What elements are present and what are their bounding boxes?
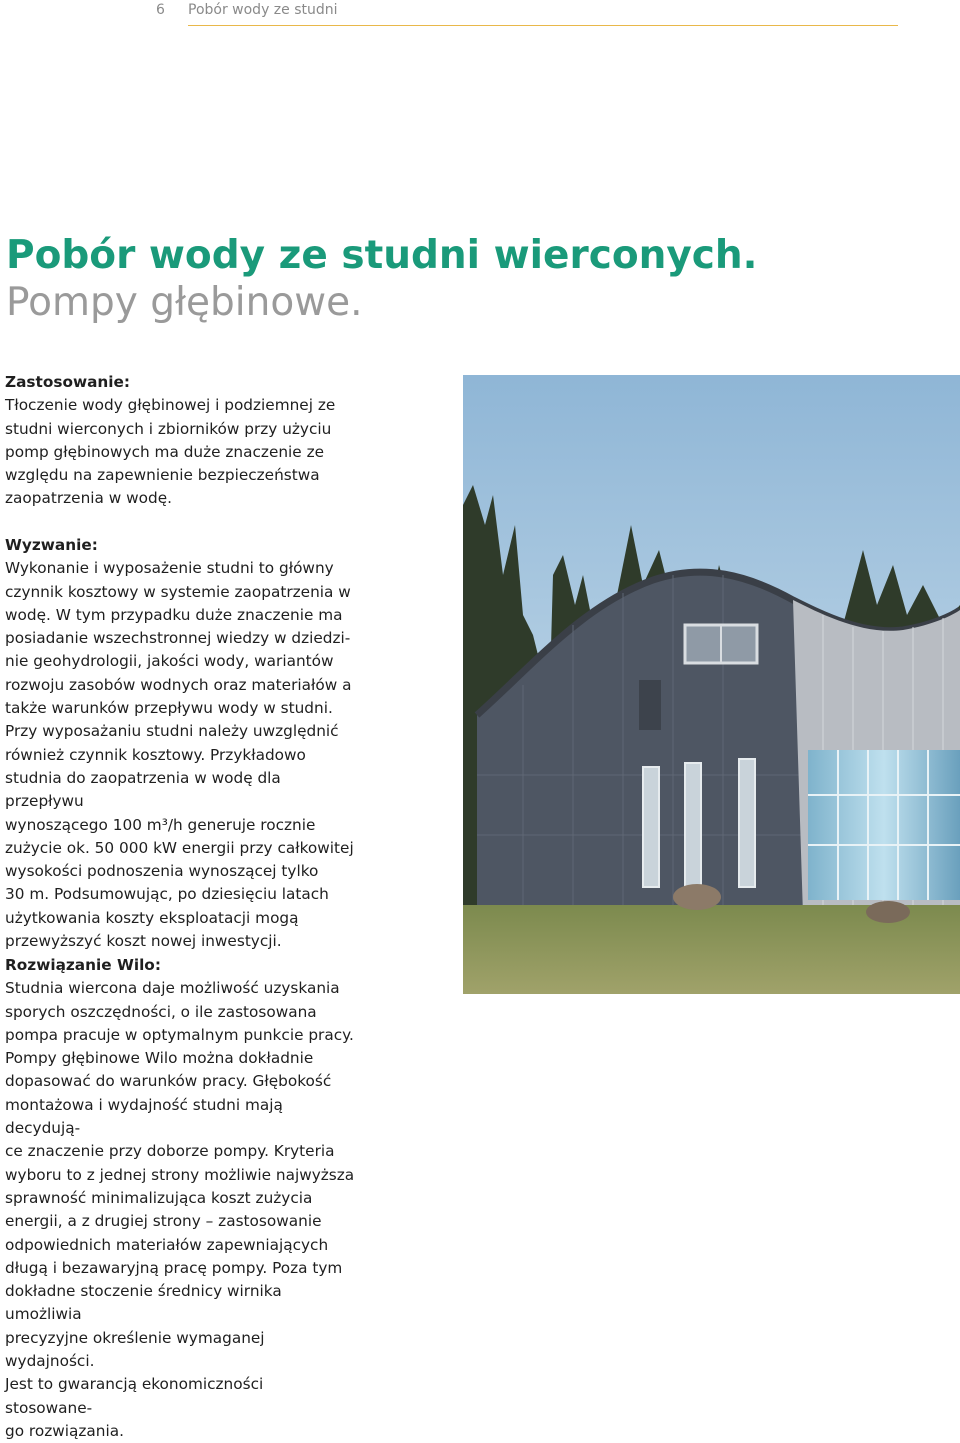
page-header	[0, 0, 960, 30]
building-photo	[463, 375, 960, 994]
section-body: Studnia wiercona daje możliwość uzyskania sporych oszczędności, o ile zastosowana pompa pracuje w optymalnym punkcie pracy. Pompy głębinowe Wilo można dokładnie dopasować do warunków pracy. Głębokość montażowa i wydajność studni mają decydują- ce znaczenie przy doborze pompy. Kryteria wyboru to z jednej strony możliwie najwyższa sprawność minimalizująca koszt zużycia energii, a z drugiej strony – zastosowanie odpowiednich materiałów zapewniających długą i bezawaryjną pracę pompy. Poza tym dokładne stoczenie średnicy wirnika umożliwia precyzyjne określenie wymaganej wydajności. Jest to gwarancją ekonomiczności stosowane- go rozwiązania.	[5, 979, 355, 1440]
glass-wall	[808, 750, 960, 900]
rock	[673, 884, 721, 910]
section-body: Wykonanie i wyposażenie studni to główny czynnik kosztowy w systemie zaopatrzenia w wodę. W tym przypadku duże znaczenie ma posiadanie wszechstronnej wiedzy w dziedzi- nie geohydrologii, jakości wody, wariantów rozwoju zasobów wodnych oraz materiałów a także warunków przepływu wody w studni. Przy wyposażaniu studni należy uwzględnić również czynnik kosztowy. Przykładowo studnia do zaopatrzenia w wodę dla przepływu wynoszącego 100 m³/h generuje rocznie zużycie ok. 50 000 kW energii przy całkowitej wysokości podnoszenia wynoszącej tylko 30 m. Podsumowując, po dziesięciu latach użytkowania koszty eksploatacji mogą przewyższyć koszt nowej inwestycji.	[5, 559, 354, 951]
section-wilo-solution	[5, 954, 355, 1443]
running-title: Pobór wody ze studni	[188, 2, 338, 18]
page-title	[6, 232, 758, 326]
page-title-line-2: Pompy głębinowe.	[6, 280, 363, 325]
rock	[866, 901, 910, 923]
page-number: 6	[156, 2, 165, 18]
section-heading: Rozwiązanie Wilo:	[5, 956, 161, 974]
section-body: Tłoczenie wody głębinowej i podziemnej ze studni wierconych i zbiorników przy użyciu pomp głębinowych ma duże znaczenie ze względu na zapewnienie bezpieczeństwa zaopatrzenia w wodę.	[5, 396, 336, 508]
section-heading: Wyzwanie:	[5, 536, 98, 554]
header-rule	[188, 25, 898, 26]
section-challenge	[5, 534, 355, 953]
page-title-line-1: Pobór wody ze studni wierconych.	[6, 233, 758, 278]
section-application	[5, 371, 355, 511]
section-heading: Zastosowanie:	[5, 373, 131, 391]
